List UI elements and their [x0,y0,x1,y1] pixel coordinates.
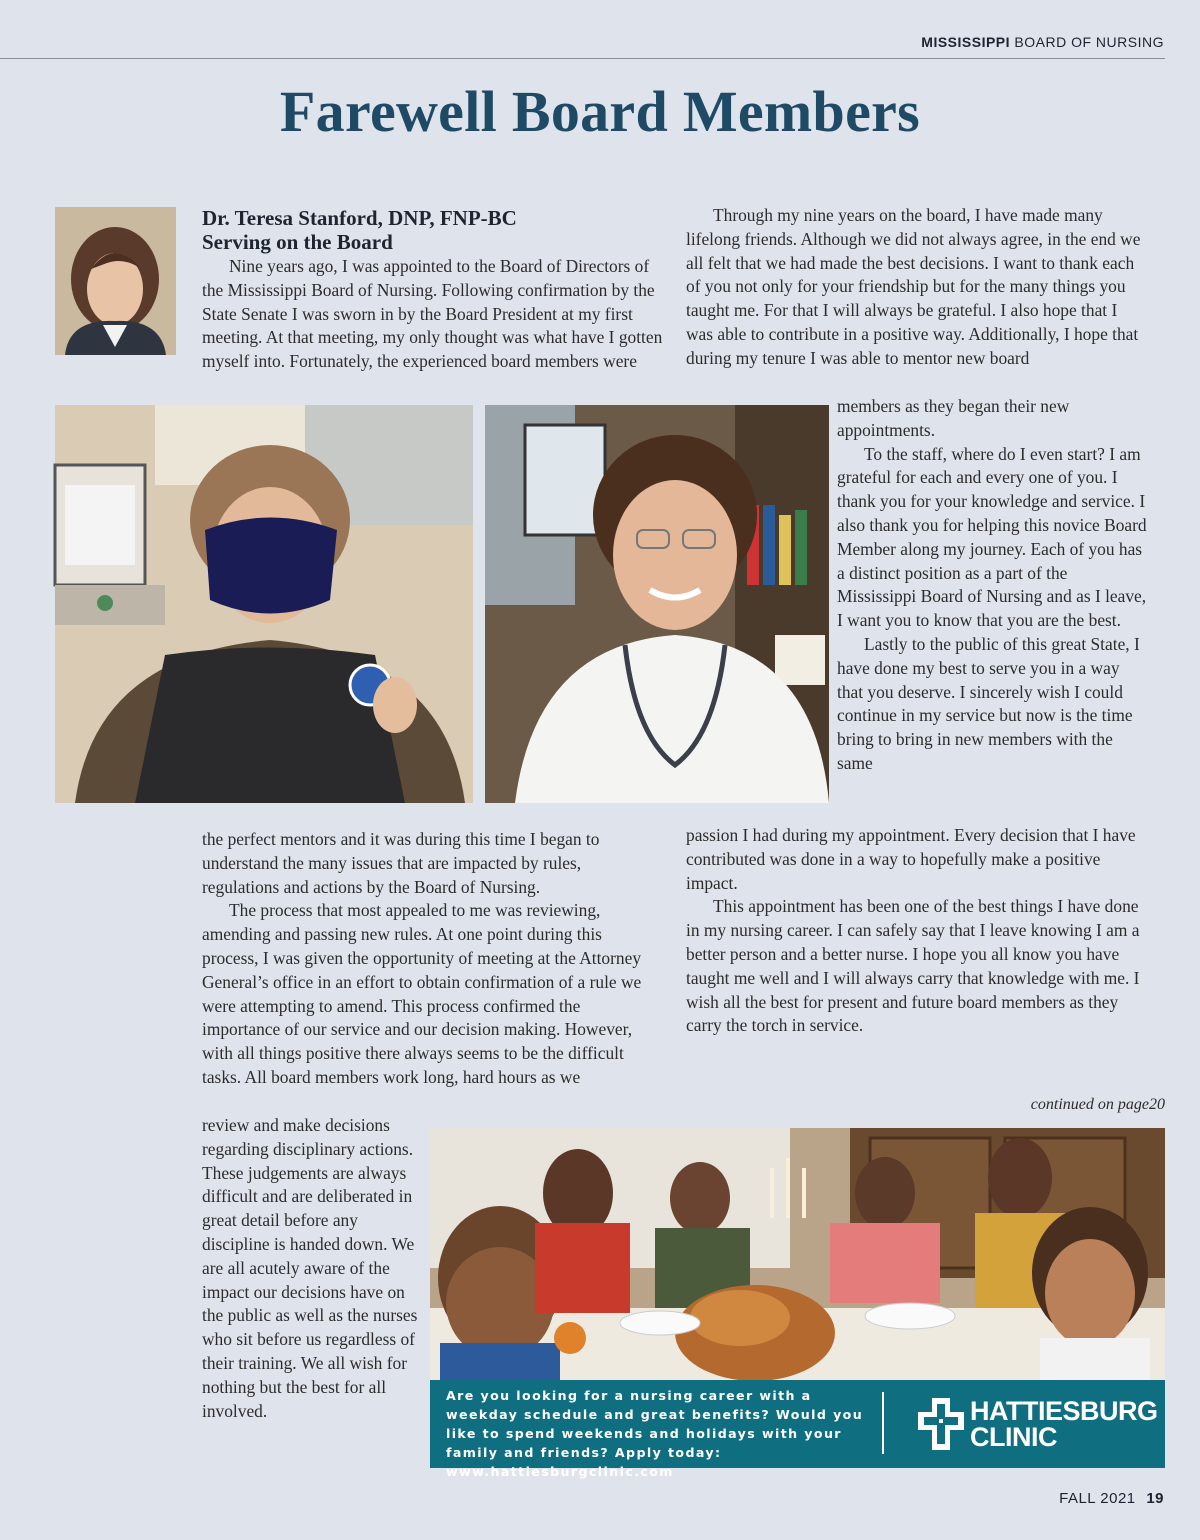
paragraph: The process that most appealed to me was reviewing, amending and passing new rules. At one point during this process, I was given the opportunity of meeting at the Attorney General’s office in an effort to obtain confirmation of a rule we were attempting to amend. This process confirmed the importance of our service and our decision making. However, with all things positive there always seems to be the difficult tasks. All board members work long, hard hours as we [202,900,642,1087]
issue-label: FALL 2021 [1059,1490,1136,1507]
paragraph: the perfect mentors and it was during this time I began to understand the many issues that are impacted by rules, regulations and actions by the Board of Nursing. [202,829,600,897]
col2-bottom-text [686,824,1146,1038]
logo-line-1: HATTIESBURG [970,1396,1158,1426]
col1-narrow-text [202,1114,426,1423]
photo-board-member-white-coat [485,405,829,803]
hattiesburg-clinic-logo[interactable] [918,1396,1158,1456]
continued-note: continued on page20 [1030,1096,1165,1113]
author-name: Dr. Teresa Stanford, DNP, FNP-BC [202,206,517,230]
paragraph: passion I had during my appointment. Every decision that I have contributed was done in a way to hopefully make a positive impact. [686,825,1136,893]
logo-line-2: CLINIC [970,1422,1057,1452]
hattiesburg-clinic-ad[interactable] [430,1128,1165,1479]
header-brand-bold: MISSISSIPPI [921,34,1011,50]
paragraph: Lastly to the public of this great State, I have done my best to serve you in a way that you deserve. I sincerely wish I could continue in my service but now is the time bring to bring in new members with the same [837,633,1140,773]
running-header [921,34,1164,50]
author-role: Serving on the Board [202,230,393,254]
author-heading [202,206,662,254]
col1-mid-text [202,828,662,1090]
col1-top-text [202,255,664,374]
ad-banner [430,1380,1165,1479]
paragraph: members as they began their new appointments. [837,396,1070,440]
page-number: 19 [1146,1490,1164,1507]
family-dinner-photo [430,1128,1165,1380]
header-rule [0,58,1165,59]
author-portrait [55,207,176,355]
page-title: Farewell Board Members [279,79,921,144]
col2-narrow-text [837,395,1147,776]
paragraph: Nine years ago, I was appointed to the Board of Directors of the Mississippi Board of Nursing. Following confirmation by the State Senate I was sworn in by the Board President at my first meeting. At that meeting, my only thought was what have I gotten myself into. Fortunately, the experienced board members were [202,256,663,372]
clinic-cross-icon [918,1398,964,1450]
ad-copy: Are you looking for a nursing career with a weekday schedule and great benefits? Would you like to spend weekends and holidays with your family and friends? Apply today: www.hattiesburgclinic.com [446,1388,864,1479]
paragraph: To the staff, where do I even start? I am grateful for each and every one of you. I thank you for your knowledge and service. I also thank you for helping this novice Board Member along my journey. Each of you has a distinct position as a part of the Mississippi Board of Nursing and as I leave, I want you to know that you are the best. [837,443,1147,631]
photo-masked-board-member [55,405,473,803]
col2-top-text [686,204,1146,371]
page-footer [1059,1490,1164,1507]
paragraph: Through my nine years on the board, I have made many lifelong friends. Although we did not always agree, in the end we all felt that we had made the best decisions. I want to thank each of you not only for your friendship but for the many things you taught me. For that I will always be grateful. I also hope that I was able to contribute in a positive way. Additionally, I hope that during my tenure I was able to mentor new board [686,205,1141,368]
ad-divider [882,1392,884,1454]
header-brand-rest: BOARD OF NURSING [1014,34,1164,50]
paragraph: This appointment has been one of the best things I have done in my nursing career. I can safely say that I leave knowing I am a better person and a better nurse. I hope you all know you have taught me well and I will always carry that knowledge with me. I wish all the best for present and future board members as they carry the torch in service. [686,896,1140,1036]
paragraph: review and make decisions regarding disciplinary actions. These judgements are always difficult and are deliberated in great detail before any discipline is handed down. We are all acutely aware of the impact our decisions have on the public as well as the nurses who sit before us regardless of their training. We all wish for nothing but the best for all involved. [202,1115,418,1421]
